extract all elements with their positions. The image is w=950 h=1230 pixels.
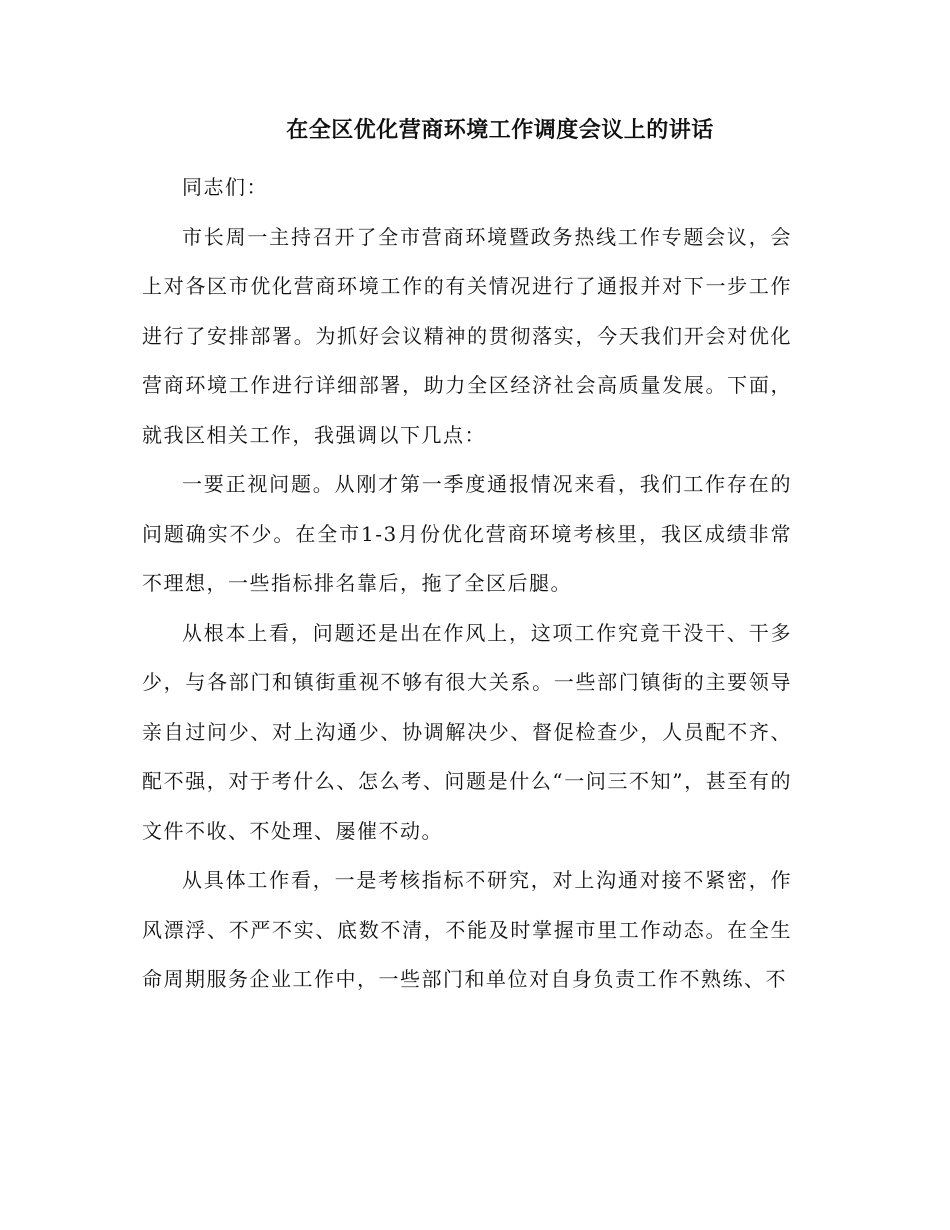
paragraph: 市长周一主持召开了全市营商环境暨政务热线工作专题会议，会上对各区市优化营商环境工作的有关情况进行了通报并对下一步工作进行了安排部署。为抓好会议精神的贯彻落实，今天我们开会对优化营商环境工作进行详细部署，助力全区经济社会高质量发展。下面，就我区相关工作，我强调以下几点： xyxy=(142,224,792,447)
paragraph: 从具体工作看，一是考核指标不研究，对上沟通对接不紧密，作风漂浮、不严不实、底数不清，不能及时掌握市里工作动态。在全生命周期服务企业工作中，一些部门和单位对自身负责工作不熟练、不 xyxy=(142,868,792,991)
salutation: 同志们： xyxy=(182,175,268,199)
document-title: 在全区优化营商环境工作调度会议上的讲话 xyxy=(286,117,714,143)
document-body xyxy=(142,163,792,1005)
paragraph: 从根本上看，问题还是出在作风上，这项工作究竟干没干、干多少，与各部门和镇街重视不够有很大关系。一些部门镇街的主要领导亲自过问少、对上沟通少、协调解决少、督促检查少，人员配不齐、配不强，对于考什么、怎么考、问题是什么“一问三不知”，甚至有的文件不收、不处理、屡催不动。 xyxy=(142,620,792,843)
paragraph: 一要正视问题。从刚才第一季度通报情况来看，我们工作存在的问题确实不少。在全市1-3月份优化营商环境考核里，我区成绩非常不理想，一些指标排名靠后，拖了全区后腿。 xyxy=(142,472,792,595)
